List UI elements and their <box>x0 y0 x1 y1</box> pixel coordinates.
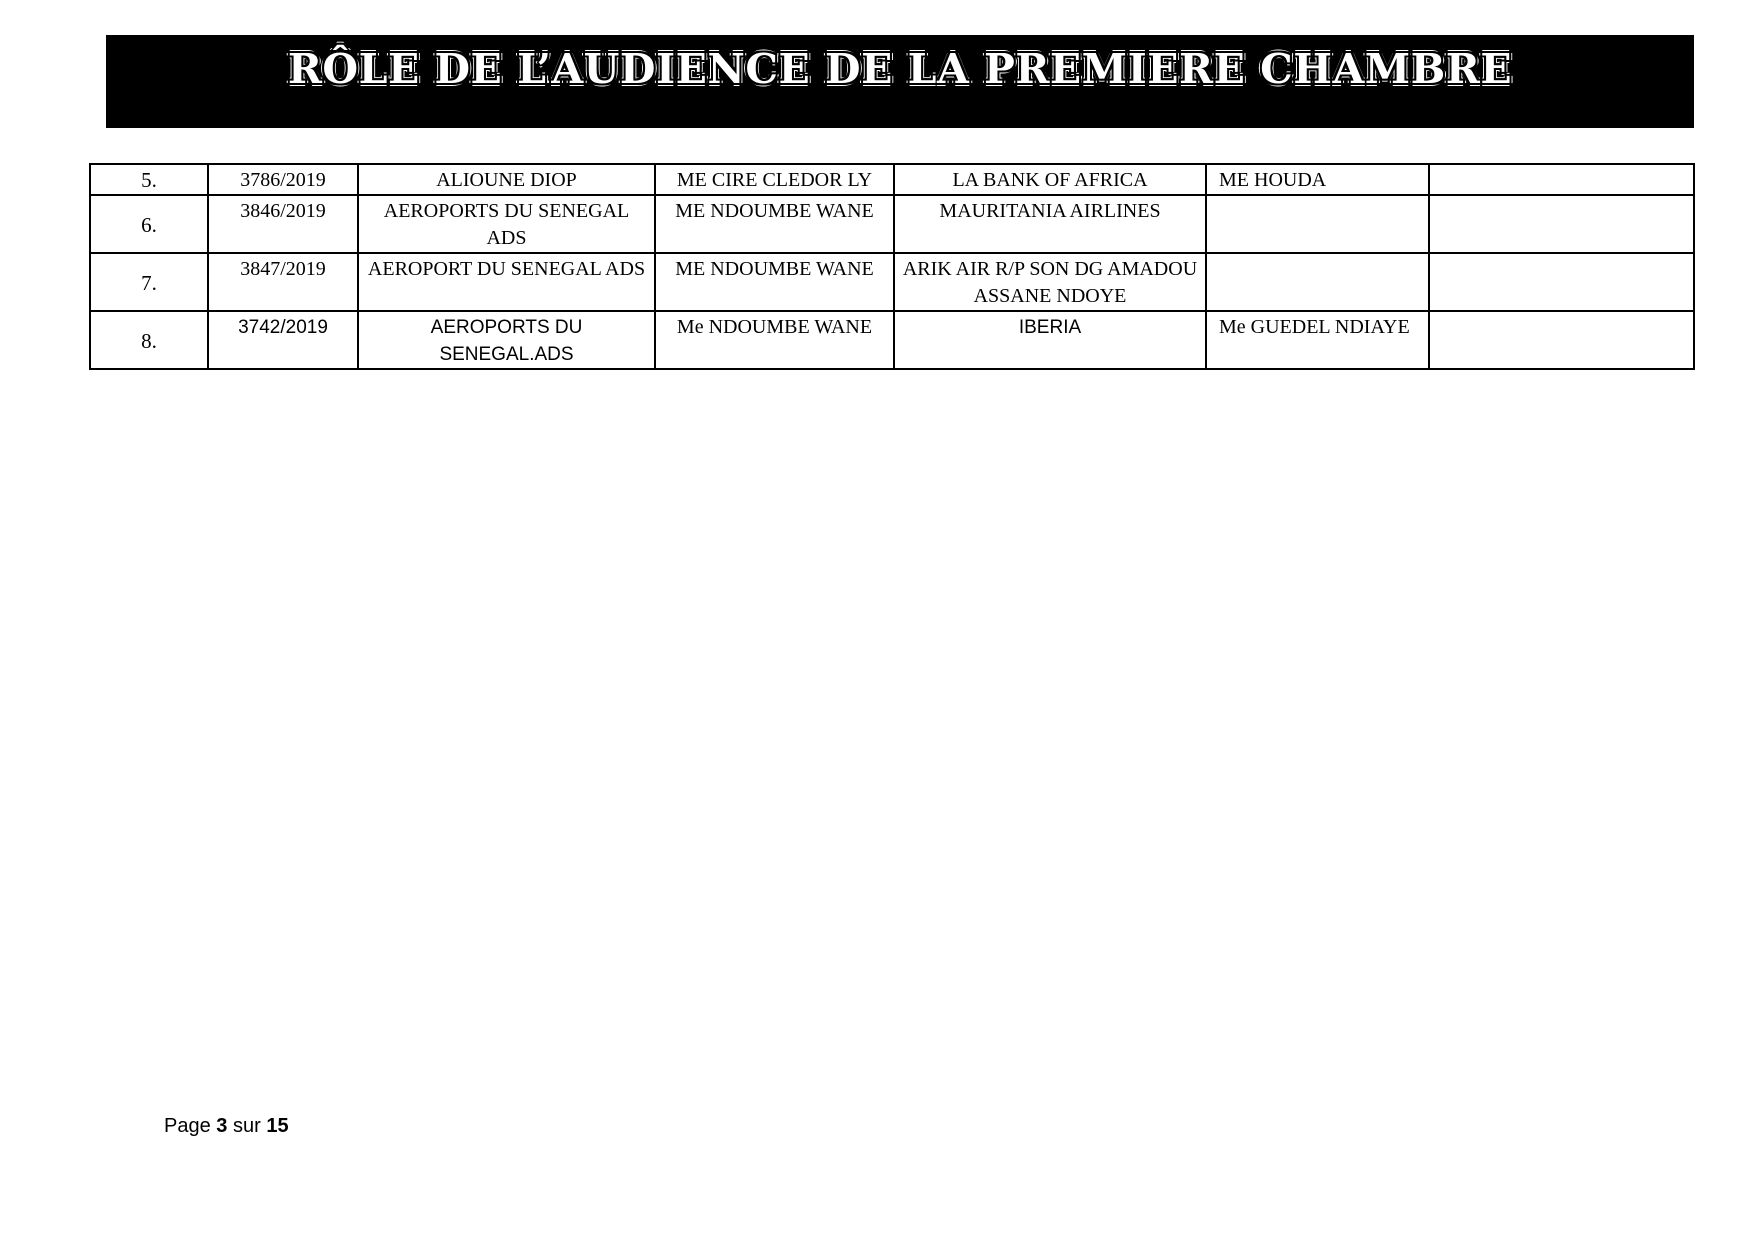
observation <box>1429 253 1694 311</box>
row-number: 7. <box>90 253 208 311</box>
page-separator: sur <box>232 1115 261 1137</box>
case-number: 3847/2019 <box>208 253 358 311</box>
page-footer <box>164 1115 289 1138</box>
defendant: ARIK AIR R/P SON DG AMADOU ASSANE NDOYE <box>894 253 1206 311</box>
defendant-lawyer <box>1206 253 1429 311</box>
total-page-count: 15 <box>266 1115 289 1137</box>
row-number: 8. <box>90 311 208 369</box>
plaintiff-lawyer: ME NDOUMBE WANE <box>655 253 894 311</box>
observation <box>1429 311 1694 369</box>
observation <box>1429 195 1694 253</box>
plaintiff: ALIOUNE DIOP <box>358 164 655 195</box>
page-title: RÔLE DE L’AUDIENCE DE LA PREMIERE CHAMBRE <box>287 45 1513 93</box>
plaintiff-lawyer: Me NDOUMBE WANE <box>655 311 894 369</box>
table-row <box>90 195 1694 253</box>
defendant-lawyer <box>1206 195 1429 253</box>
case-number: 3786/2019 <box>208 164 358 195</box>
defendant-lawyer: Me GUEDEL NDIAYE <box>1206 311 1429 369</box>
row-number: 6. <box>90 195 208 253</box>
hearing-roll-table <box>89 163 1695 370</box>
current-page-number: 3 <box>216 1115 228 1137</box>
page-label: Page <box>164 1115 211 1137</box>
table-row <box>90 253 1694 311</box>
row-number: 5. <box>90 164 208 195</box>
defendant: LA BANK OF AFRICA <box>894 164 1206 195</box>
case-number: 3846/2019 <box>208 195 358 253</box>
defendant: MAURITANIA AIRLINES <box>894 195 1206 253</box>
table-row <box>90 164 1694 195</box>
header-banner <box>106 35 1694 128</box>
plaintiff: AEROPORT DU SENEGAL ADS <box>358 253 655 311</box>
plaintiff: AEROPORTS DU SENEGAL ADS <box>358 195 655 253</box>
defendant-lawyer: ME HOUDA <box>1206 164 1429 195</box>
case-number: 3742/2019 <box>208 311 358 369</box>
table-row <box>90 311 1694 369</box>
observation <box>1429 164 1694 195</box>
plaintiff-lawyer: ME CIRE CLEDOR LY <box>655 164 894 195</box>
plaintiff-lawyer: ME NDOUMBE WANE <box>655 195 894 253</box>
plaintiff: AEROPORTS DU SENEGAL.ADS <box>358 311 655 369</box>
defendant: IBERIA <box>894 311 1206 369</box>
